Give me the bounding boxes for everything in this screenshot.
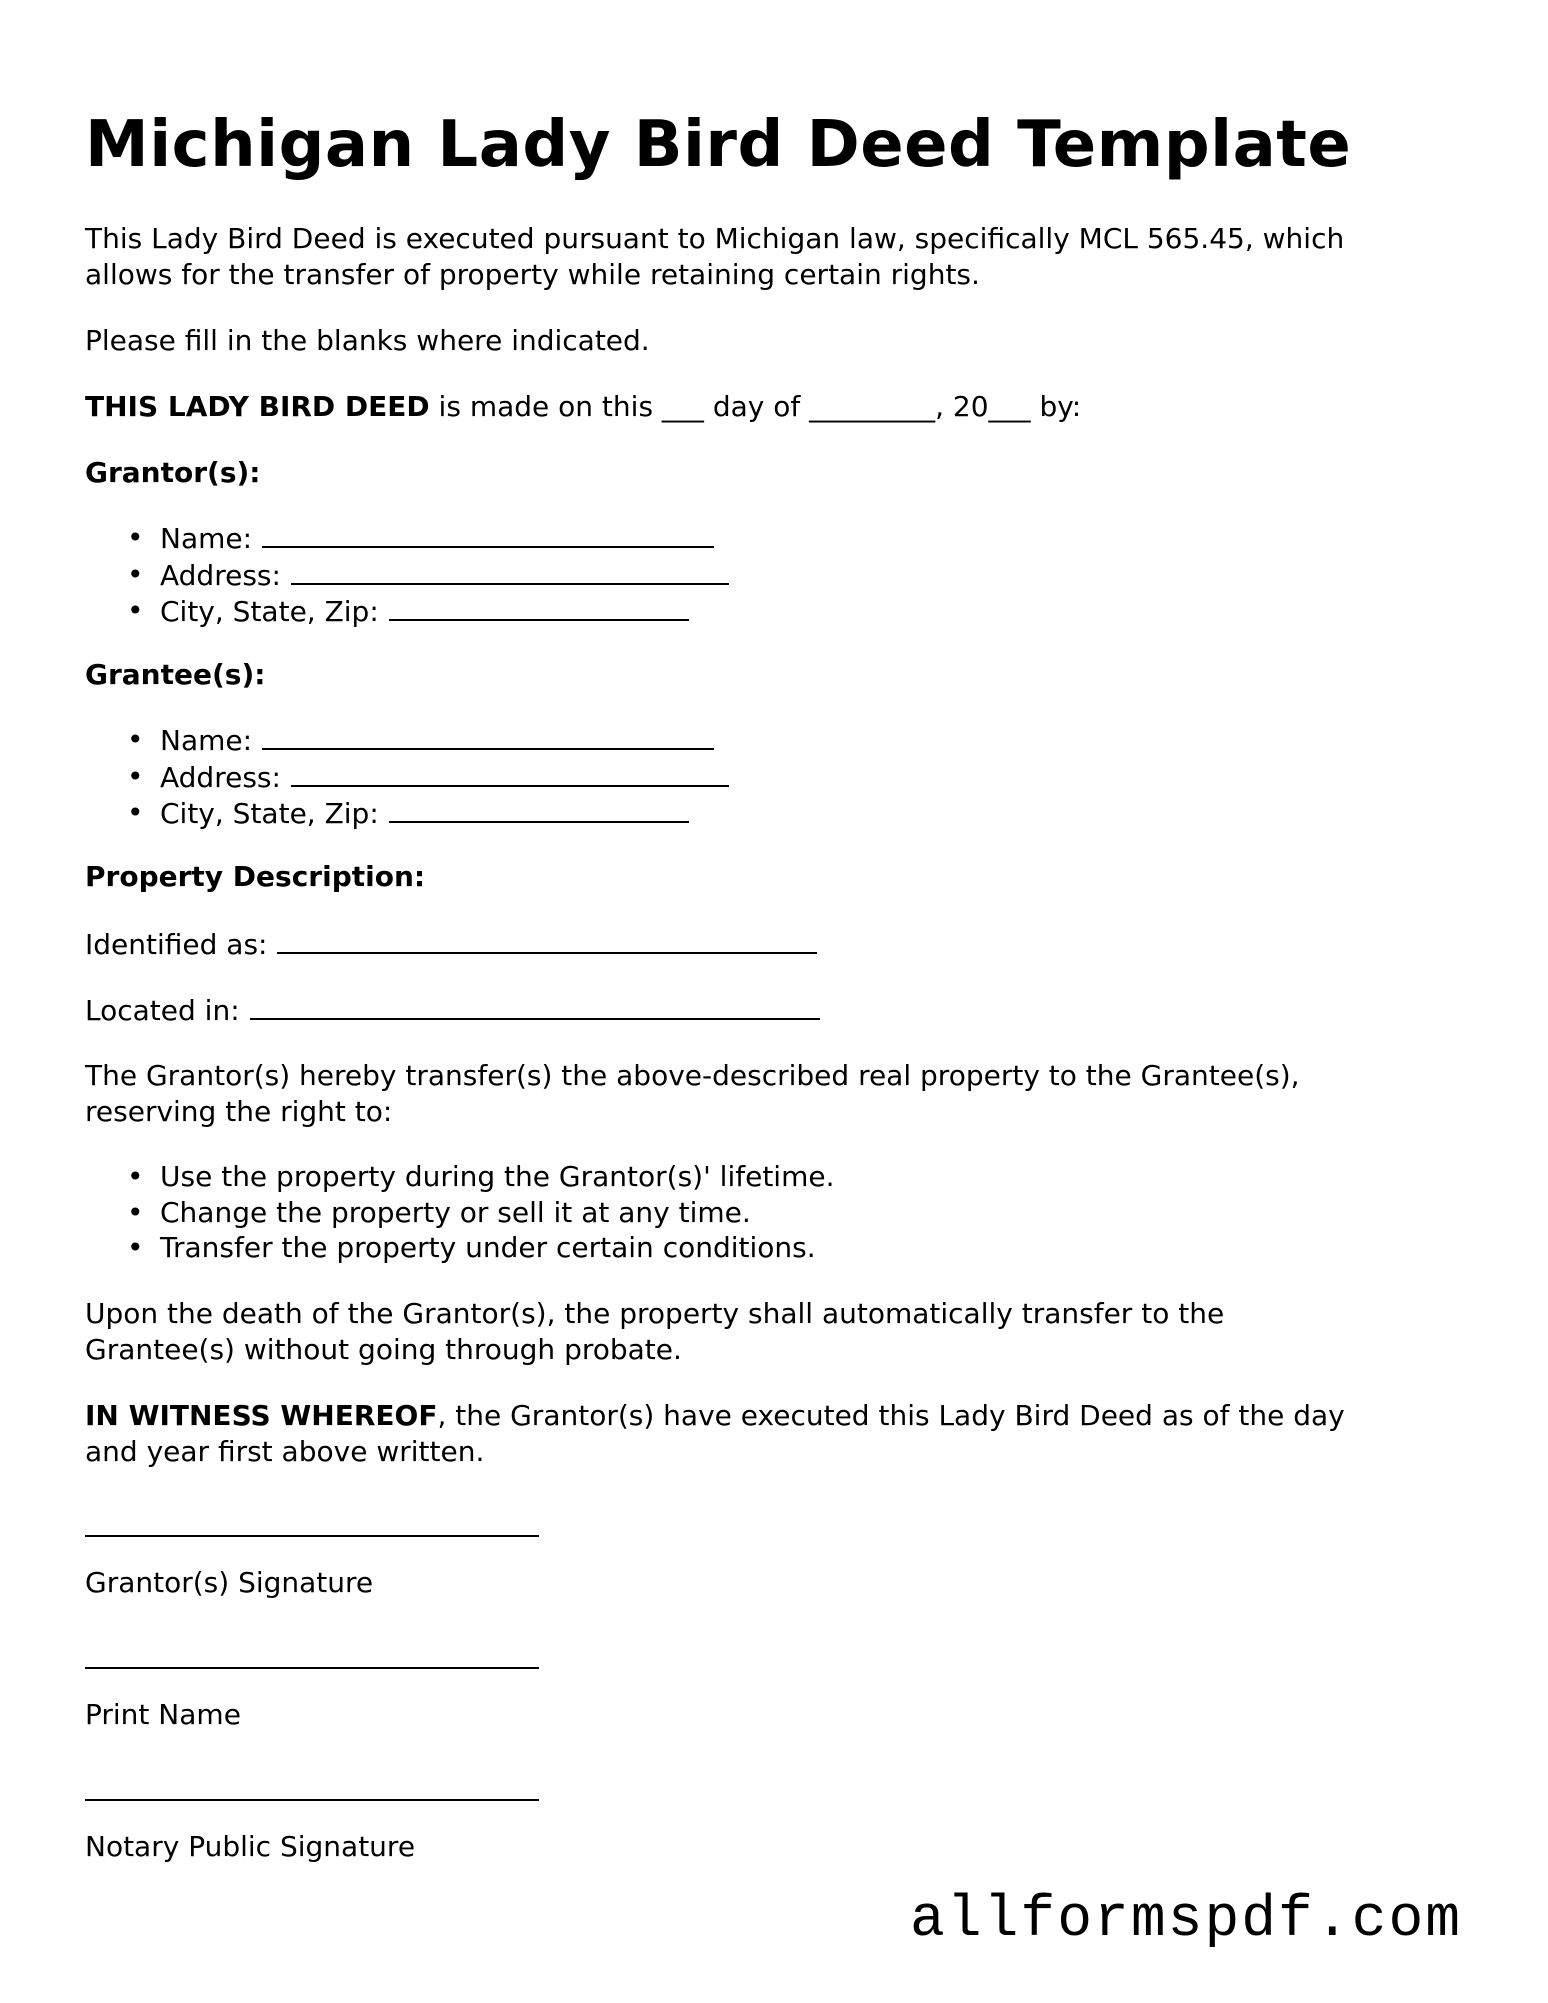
grantor-address-blank[interactable] <box>291 557 729 585</box>
print-name-label: Print Name <box>85 1698 241 1731</box>
identified-as-field: Identified as: <box>85 926 817 963</box>
notary-signature-label: Notary Public Signature <box>85 1830 416 1863</box>
grantor-city-state-zip-field: • City, State, Zip: <box>85 593 729 630</box>
grantor-name-field: • Name: <box>85 520 729 557</box>
death-transfer-line2: Grantee(s) without going through probate. <box>85 1333 682 1366</box>
right-item: • Change the property or sell it at any time. <box>85 1195 834 1231</box>
grantor-heading: Grantor(s): <box>85 456 261 489</box>
made-on-rest[interactable]: is made on this ___ day of _________, 20___ by: <box>429 390 1082 423</box>
located-in-field: Located in: <box>85 992 820 1029</box>
grantor-city-state-zip-blank[interactable] <box>389 593 689 621</box>
intro-text-line2: allows for the transfer of property while retaining certain rights. <box>85 258 980 291</box>
grantee-city-state-zip-blank[interactable] <box>389 795 689 823</box>
grantee-heading: Grantee(s): <box>85 658 266 691</box>
watermark: allformspdf.com <box>910 1888 1463 1953</box>
grantor-fields <box>85 520 729 630</box>
made-on-statement <box>85 389 1081 425</box>
grantor-signature-label: Grantor(s) Signature <box>85 1566 374 1599</box>
identified-as-blank[interactable] <box>277 926 817 954</box>
grantee-address-blank[interactable] <box>291 759 729 787</box>
transfer-text-line1: The Grantor(s) hereby transfer(s) the above-described real property to the Grantee(s), <box>85 1059 1300 1092</box>
right-item: • Use the property during the Grantor(s)' lifetime. <box>85 1159 834 1195</box>
page-title: Michigan Lady Bird Deed Template <box>85 108 1352 182</box>
intro-text-line1: This Lady Bird Deed is executed pursuant to Michigan law, specifically MCL 565.45, which <box>85 222 1345 255</box>
death-transfer-line1: Upon the death of the Grantor(s), the property shall automatically transfer to the <box>85 1297 1225 1330</box>
grantor-name-blank[interactable] <box>262 520 714 548</box>
witness-line1: IN WITNESS WHEREOF, the Grantor(s) have executed this Lady Bird Deed as of the day <box>85 1399 1345 1432</box>
witness-line2: and year first above written. <box>85 1435 485 1468</box>
grantee-fields <box>85 722 729 832</box>
notary-signature-line[interactable] <box>85 1799 539 1801</box>
grantor-signature-line[interactable] <box>85 1535 539 1537</box>
located-in-blank[interactable] <box>250 992 820 1020</box>
right-item: • Transfer the property under certain conditions. <box>85 1230 834 1266</box>
grantee-city-state-zip-field: • City, State, Zip: <box>85 795 729 832</box>
property-heading: Property Description: <box>85 860 426 893</box>
instructions-text: Please fill in the blanks where indicated. <box>85 324 650 357</box>
grantee-address-field: • Address: <box>85 759 729 796</box>
made-on-bold: THIS LADY BIRD DEED <box>85 390 430 423</box>
grantor-address-field: • Address: <box>85 557 729 594</box>
print-name-line[interactable] <box>85 1667 539 1669</box>
transfer-text-line2: reserving the right to: <box>85 1095 393 1128</box>
reserved-rights-list <box>85 1159 834 1266</box>
grantee-name-blank[interactable] <box>262 722 714 750</box>
grantee-name-field: • Name: <box>85 722 729 759</box>
